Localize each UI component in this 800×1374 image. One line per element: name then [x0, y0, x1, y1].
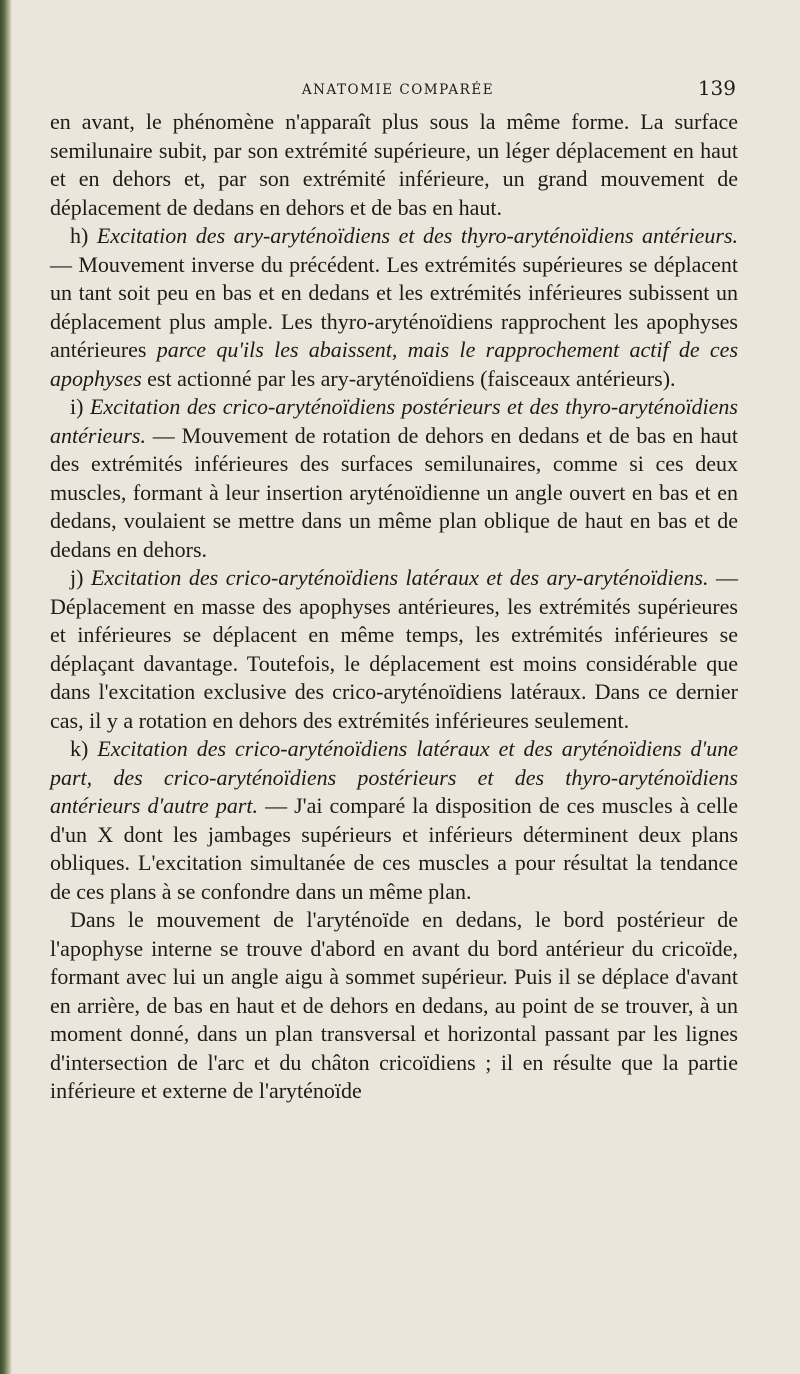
paragraph-j: [50, 564, 738, 735]
paragraph-i: [50, 393, 738, 564]
paragraph-i-marker: i): [70, 394, 84, 419]
paragraph-k-marker: k): [70, 736, 89, 761]
running-head: ANATOMIE COMPARÉE: [301, 82, 495, 98]
body-text: [50, 108, 738, 1106]
page-number: 139: [697, 76, 736, 100]
paragraph-1-text: en avant, le phénomène n'apparaît plus sous la même forme. La surface semilunaire subit, par son extrémité supérieure, un léger déplacement en haut et en dehors et, par son extrémité inférieure, un grand mouvement de déplacement de dedans en dehors et de bas en haut.: [50, 109, 738, 220]
paragraph-h-text-1: — Mouvement inverse du précédent. Les extrémités supérieures se déplacent un tant soit peu en bas et en dedans et les extrémités inférieures subissent un déplacement plus ample. Les thyro-aryténoïdiens rapprochent les apophyses antérieures: [50, 251, 738, 362]
paragraph-h-emphasis: parce qu'ils les abaissent, mais le rapprochement actif de ces apophyses: [50, 337, 739, 391]
paragraph-1: [50, 108, 738, 222]
paragraph-j-marker: j): [70, 565, 84, 590]
paragraph-k-heading: Excitation des crico-aryténoïdiens latéraux et des aryténoïdiens d'une part, des crico-aryténoïdiens postérieurs et des thyro-aryténoïdiens antérieurs d'autre part.: [50, 736, 739, 818]
page-header: [60, 76, 736, 106]
paragraph-j-text: — Déplacement en masse des apophyses antérieures, les extrémités supérieures et inférieures se déplacent en même temps, les extrémités inférieures se déplaçant davantage. Toutefois, le déplacement est moins considérable que dans l'excitation exclusive des crico-aryténoïdiens latéraux. Dans ce dernier cas, il y a rotation en dehors des extrémités inférieures seulement.: [50, 565, 739, 733]
paragraph-6: [50, 906, 738, 1106]
paragraph-k: [50, 735, 738, 906]
paragraph-h: [50, 222, 738, 393]
paragraph-h-text-2: est actionné par les ary-aryténoïdiens (faisceaux antérieurs).: [147, 365, 676, 391]
paragraph-h-heading: Excitation des ary-aryténoïdiens et des thyro-aryténoïdiens antérieurs.: [96, 223, 738, 248]
paragraph-i-text: — Mouvement de rotation de dehors en dedans et de bas en haut des extrémités inférieures des surfaces semilunaires, comme si ces deux muscles, formant à leur insertion aryténoïdienne un angle ouvert en bas et en dedans, voulaient se mettre dans un même plan oblique de haut en bas et de dedans en dehors.: [50, 422, 739, 562]
paragraph-h-marker: h): [70, 223, 89, 248]
paragraph-i-heading: Excitation des crico-aryténoïdiens postérieurs et des thyro-aryténoïdiens antérieurs.: [50, 394, 738, 448]
paragraph-k-text: — J'ai comparé la disposition de ces muscles à celle d'un X dont les jambages supérieurs et inférieurs déterminent deux plans obliques. L'excitation simultanée de ces muscles a pour résultat la tendance de ces plans à se confondre dans un même plan.: [50, 793, 738, 904]
paragraph-6-text: Dans le mouvement de l'aryténoïde en dedans, le bord postérieur de l'apophyse interne se trouve d'abord en avant du bord antérieur du cricoïde, formant avec lui un angle aigu à sommet supérieur. Puis il se déplace d'avant en arrière, de bas en haut et de dehors en dedans, au point de se trouver, à un moment donné, dans un plan transversal et horizontal passant par les lignes d'intersection de l'arc et du châton cricoïdiens ; il en résulte que la partie inférieure et externe de l'aryténoïde: [50, 907, 738, 1103]
paragraph-j-heading: Excitation des crico-aryténoïdiens latéraux et des ary-aryténoïdiens.: [90, 565, 709, 590]
page-binding-edge: [0, 0, 12, 1374]
